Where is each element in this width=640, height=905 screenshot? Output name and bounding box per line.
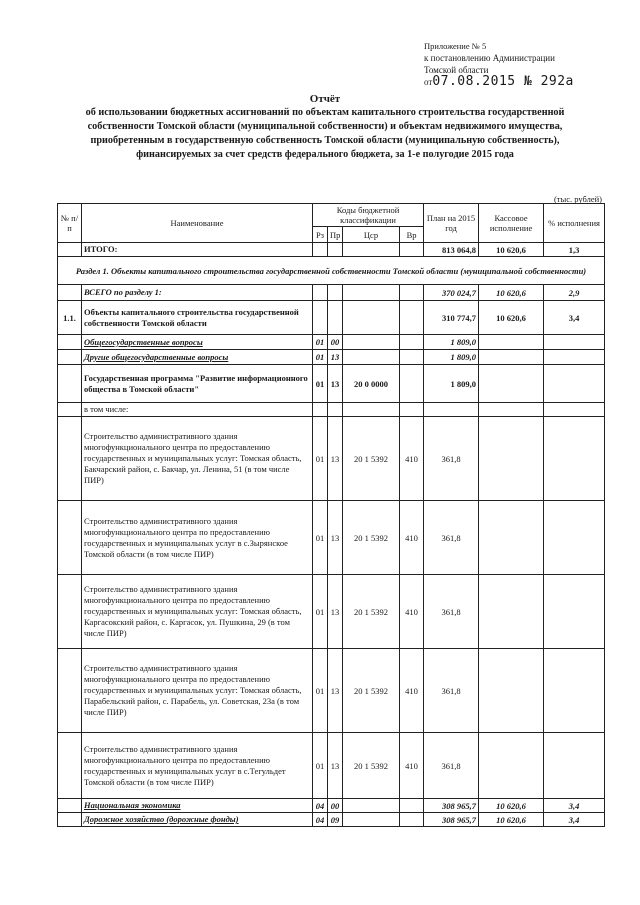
- item-cash: 10 620,6: [479, 301, 544, 335]
- object-name: Строительство административного здания многофункционального центра по предоставлению государственных и муниципальных услуг в с.Зырянское Томской области (в том числе ПИР): [82, 501, 313, 575]
- appendix-block: [424, 40, 629, 88]
- other-plan: 1 809,0: [424, 350, 479, 365]
- object-rz: 01: [313, 575, 328, 649]
- object-pr: 13: [328, 575, 343, 649]
- object-vr: 410: [400, 501, 424, 575]
- object-plan: 361,8: [424, 575, 479, 649]
- object-rz: 01: [313, 649, 328, 733]
- total-row: [58, 243, 605, 257]
- roads-row: [58, 813, 605, 827]
- roads-name: Дорожное хозяйство (дорожные фонды): [82, 813, 313, 827]
- economy-pr: 00: [328, 799, 343, 813]
- col-csr: Цср: [343, 227, 400, 243]
- col-cash: Кассовое исполнение: [479, 204, 544, 243]
- other-pr: 13: [328, 350, 343, 365]
- general-rz: 01: [313, 335, 328, 350]
- item-name: Объекты капитального строительства государственной собственности Томской области: [82, 301, 313, 335]
- object-csr: 20 1 5392: [343, 417, 400, 501]
- col-num: № п/п: [58, 204, 82, 243]
- object-csr: 20 1 5392: [343, 501, 400, 575]
- object-name: Строительство административного здания многофункционального центра по предоставлению государственных и муниципальных услуг: Томская область, Парабельский район, с. Парабель, ул. Советская, 23а (в том числе ПИР): [82, 649, 313, 733]
- object-name: Строительство административного здания многофункционального центра по предоставлению государственных и муниципальных услуг в с.Тегульдет Томской области (в том числе ПИР): [82, 733, 313, 799]
- object-rz: 01: [313, 733, 328, 799]
- col-rz: Рз: [313, 227, 328, 243]
- object-name: Строительство административного здания многофункционального центра по предоставлению государственных и муниципальных услуг: Томская область, Бакчарский район, с. Бакчар, ул. Ленина, 51 (в том числе ПИР): [82, 417, 313, 501]
- col-vr: Вр: [400, 227, 424, 243]
- object-pr: 13: [328, 501, 343, 575]
- appendix-number: Приложение № 5: [424, 41, 487, 51]
- item-pct: 3,4: [544, 301, 605, 335]
- object-pr: 13: [328, 417, 343, 501]
- report-table: [57, 203, 605, 827]
- object-pr: 13: [328, 649, 343, 733]
- including-label: в том числе:: [82, 403, 313, 417]
- object-name: Строительство административного здания многофункционального центра по предоставлению государственных и муниципальных услуг: Томская область, Каргасокский район, с. Каргасок, ул. Пушкина, 29 (в том числе ПИР): [82, 575, 313, 649]
- object-vr: 410: [400, 733, 424, 799]
- including-row: [58, 403, 605, 417]
- other-rz: 01: [313, 350, 328, 365]
- program-name: Государственная программа "Развитие информационного общества в Томской области": [82, 365, 313, 403]
- report-title: [70, 92, 580, 162]
- appendix-date: [424, 76, 629, 88]
- object-plan: 361,8: [424, 733, 479, 799]
- section-total-label: ВСЕГО по разделу 1:: [82, 285, 313, 301]
- total-pct: 1,3: [544, 243, 605, 257]
- object-vr: 410: [400, 417, 424, 501]
- roads-cash: 10 620,6: [479, 813, 544, 827]
- program-csr: 20 0 0000: [343, 365, 400, 403]
- col-plan: План на 2015 год: [424, 204, 479, 243]
- section-total-plan: 370 024,7: [424, 285, 479, 301]
- section-total-row: [58, 285, 605, 301]
- item-plan: 310 774,7: [424, 301, 479, 335]
- other-row: [58, 350, 605, 365]
- table-row: [58, 417, 605, 501]
- object-plan: 361,8: [424, 649, 479, 733]
- table-row: [58, 649, 605, 733]
- object-vr: 410: [400, 575, 424, 649]
- document-number: 07.08.2015 № 292а: [432, 74, 574, 89]
- economy-plan: 308 965,7: [424, 799, 479, 813]
- roads-plan: 308 965,7: [424, 813, 479, 827]
- table-row: [58, 733, 605, 799]
- object-rz: 01: [313, 501, 328, 575]
- economy-rz: 04: [313, 799, 328, 813]
- object-rz: 01: [313, 417, 328, 501]
- col-codes: Коды бюджетной классификации: [313, 204, 424, 227]
- total-plan: 813 064,8: [424, 243, 479, 257]
- units-label: (тыс. рублей): [553, 194, 602, 204]
- general-name: Общегосударственные вопросы: [82, 335, 313, 350]
- program-row: [58, 365, 605, 403]
- col-pct: % исполнения: [544, 204, 605, 243]
- report-heading: Отчёт: [309, 93, 341, 105]
- general-plan: 1 809,0: [424, 335, 479, 350]
- header-row: [58, 204, 605, 227]
- object-pr: 13: [328, 733, 343, 799]
- economy-cash: 10 620,6: [479, 799, 544, 813]
- total-label: ИТОГО:: [82, 243, 313, 257]
- report-subtitle: об использовании бюджетных ассигнований по объектам капитального строительства государственной собственности Томской области (муниципальной собственности) и объектам недвижимого имущества, приобретенным в государственную собственность Томской области (муниципальную собственность), финансируемых за счет средств федерального бюджета, за 1-е полугодие 2015 года: [85, 107, 565, 160]
- roads-pr: 09: [328, 813, 343, 827]
- object-plan: 361,8: [424, 501, 479, 575]
- roads-rz: 04: [313, 813, 328, 827]
- section-total-pct: 2,9: [544, 285, 605, 301]
- general-pr: 00: [328, 335, 343, 350]
- roads-pct: 3,4: [544, 813, 605, 827]
- object-csr: 20 1 5392: [343, 575, 400, 649]
- appendix-resolution: к постановлению Администрации: [424, 53, 555, 63]
- object-csr: 20 1 5392: [343, 649, 400, 733]
- item-num: 1.1.: [58, 301, 82, 335]
- item-row: [58, 301, 605, 335]
- program-pr: 13: [328, 365, 343, 403]
- col-name: Наименование: [82, 204, 313, 243]
- economy-row: [58, 799, 605, 813]
- section-row: [58, 257, 605, 285]
- appendix-region: Томской области: [424, 65, 489, 75]
- economy-name: Национальная экономика: [82, 799, 313, 813]
- total-cash: 10 620,6: [479, 243, 544, 257]
- section-total-cash: 10 620,6: [479, 285, 544, 301]
- table-row: [58, 575, 605, 649]
- program-rz: 01: [313, 365, 328, 403]
- object-csr: 20 1 5392: [343, 733, 400, 799]
- col-pr: Пр: [328, 227, 343, 243]
- table-row: [58, 501, 605, 575]
- date-prefix: от: [424, 77, 433, 87]
- other-name: Другие общегосударственные вопросы: [82, 350, 313, 365]
- object-plan: 361,8: [424, 417, 479, 501]
- program-plan: 1 809,0: [424, 365, 479, 403]
- object-vr: 410: [400, 649, 424, 733]
- economy-pct: 3,4: [544, 799, 605, 813]
- section-title: Раздел 1. Объекты капитального строительства государственной собственности Томской области (муниципальной собственности): [58, 257, 605, 285]
- general-row: [58, 335, 605, 350]
